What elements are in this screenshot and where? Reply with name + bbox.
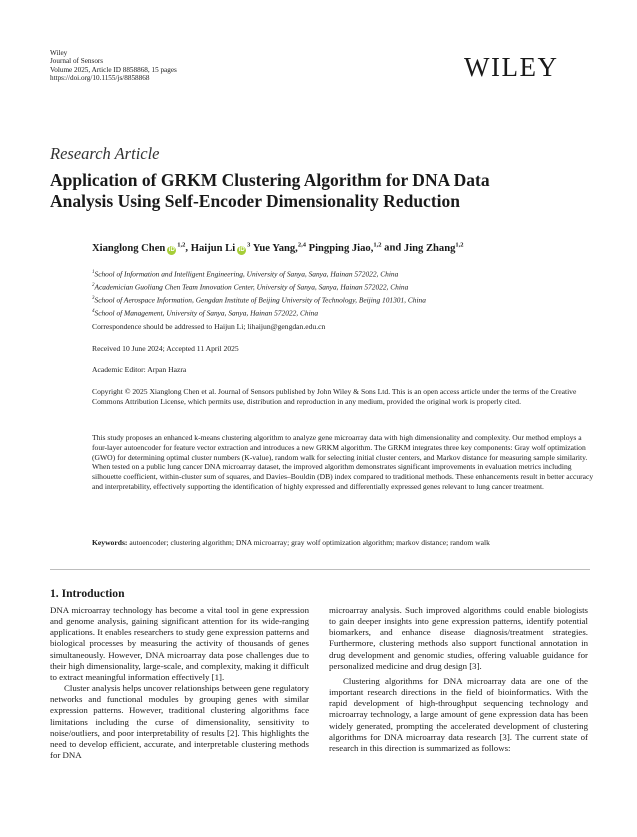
wiley-logo: WILEY <box>464 52 559 82</box>
abstract: This study proposes an enhanced k-means clustering algorithm to analyze gene microarray data with high dimensionality and complexity. Our method employs a four-layer autoencoder for feature vector extraction and introduces a new GRKM algorithm. The GRKM integrates three key components: Gray wolf optimization (GWO) for determining optimal cluster numbers (K-value), random walk for selecting initial cluster centers, and Markov distance for measuring sample similarity. When tested on a public lung cancer DNA microarray dataset, the improved algorithm demonstrates significant improvements in evaluation metrics including silhouette coefficient, within-cluster sum of squares, and Davies–Bouldin (DB) index compared to traditional methods. These enhancements result in better accuracy and interpretability, effectively supporting the identification of highly expressed and differentially expressed genes relevant to lung cancer treatment. <box>92 433 594 491</box>
keywords-label: Keywords: <box>92 538 128 547</box>
orcid-icon[interactable]: iD <box>168 246 175 253</box>
affiliation-item: $^1$School of Information and Intelligent Engineering, University of Sanya, Sanya, Hainan 572022, China <box>92 269 399 279</box>
affiliation-item: $^2$Academician Guoliang Chen Team Innovation Center, University of Sanya, Sanya, Hainan 572022, China <box>92 282 409 292</box>
article-title <box>50 170 590 212</box>
doi-link[interactable]: https://doi.org/10.1155/js/8858868 <box>50 74 150 83</box>
orcid-icon[interactable]: iD <box>238 246 245 253</box>
author-3[interactable]: Yue Yang,$^{2,4}$ <box>252 241 306 254</box>
affiliation-item: $^3$School of Aerospace Information, Gengdan Institute of Beijing University of Technology, Beijing 101301, China <box>92 295 426 305</box>
title-line-2: Analysis Using Self-Encoder Dimensionality Reduction <box>50 191 460 211</box>
paragraph: microarray analysis. Such improved algorithms could enable biologists to gain deeper insights into gene expression patterns, identify potential biomarkers, and enhance disease diagnosis/treatment strategies. Furthermore, clustering methods also support functional annotation in drug development and genomic studies, offering valuable guidance for personalized medicine and drug design [3]. <box>329 605 588 671</box>
keywords-text: autoencoder; clustering algorithm; DNA microarray; gray wolf optimization algorithm; markov distance; random walk <box>129 538 490 547</box>
paragraph: Clustering algorithms for DNA microarray data are one of the important research directions in the field of bioinformatics. With the rapid development of high-throughput sequencing technology and microarray technology, a large amount of gene expression data has been widely generated, prompting the accelerated development of clustering algorithms for DNA microarray data research [3]. The current state of research in this direction is summarized as follows: <box>329 675 588 753</box>
journal-meta <box>50 49 177 83</box>
copyright-notice: Copyright © 2025 Xianglong Chen et al. Journal of Sensors published by John Wiley & Sons Ltd. This is an open access article under the terms of the Creative Commons Attribution License, which permits use, distribution and reproduction in any medium, provided the original work is properly cited. <box>92 387 577 406</box>
volume-info: Volume 2025, Article ID 8858868, 15 pages <box>50 65 177 74</box>
author-list: Xianglong Chen iD$^{1,2}$, Haijun Li $iD^3$ Yue Yang,$^{2,4}$ Pingping Jiao,$^{1,2}$ and Jing Zhang$^{1,2}$ <box>92 241 464 254</box>
keywords <box>92 538 594 548</box>
correspondence: Correspondence should be addressed to Haijun Li; lihaijun@gengdan.edu.cn <box>92 322 326 331</box>
affiliation-list <box>92 267 426 319</box>
dates: Received 10 June 2024; Accepted 11 April 2025 <box>92 344 239 353</box>
affiliation-item: $^4$School of Management, University of Sanya, Sanya, Hainan 572022, China <box>92 308 319 318</box>
academic-editor: Academic Editor: Arpan Hazra <box>92 365 187 374</box>
author-2[interactable]: Haijun Li $iD^3$ <box>190 241 251 254</box>
publisher-name: Wiley <box>50 49 68 57</box>
section-heading: 1. Introduction <box>50 587 125 600</box>
author-4[interactable]: Pingping Jiao,$^{1,2}$ <box>308 241 382 254</box>
title-line-1: Application of GRKM Clustering Algorithm for DNA Data <box>50 170 490 190</box>
body-column-left <box>50 605 309 761</box>
paragraph: DNA microarray technology has become a vital tool in gene expression and genome analysis, gaining significant attention for its wide-ranging applications. It enables researchers to study gene expression patterns and biological processes by measuring the activity of thousands of genes simultaneously. However, DNA microarray data pose challenges due to their high dimensionality, large-scale, and complexity, making it difficult to extract meaningful information effectively [1]. <box>50 605 309 682</box>
article-type: Research Article <box>50 144 160 163</box>
body-column-right <box>329 605 588 754</box>
paragraph: Cluster analysis helps uncover relationships between gene regulatory networks and functional modules by grouping genes with similar expression patterns. However, traditional clustering algorithms face limitations including the curse of dimensionality, sensitivity to noise/outliers, and poor interpretability of results [2]. This highlights the need to develop efficient, accurate, and interpretable clustering methods for DNA <box>50 683 309 761</box>
author-5[interactable]: Jing Zhang$^{1,2}$ <box>403 241 464 254</box>
author-1[interactable]: Xianglong Chen iD$^{1,2}$ <box>92 241 186 254</box>
section-divider <box>50 569 590 570</box>
journal-name: Journal of Sensors <box>50 57 104 66</box>
